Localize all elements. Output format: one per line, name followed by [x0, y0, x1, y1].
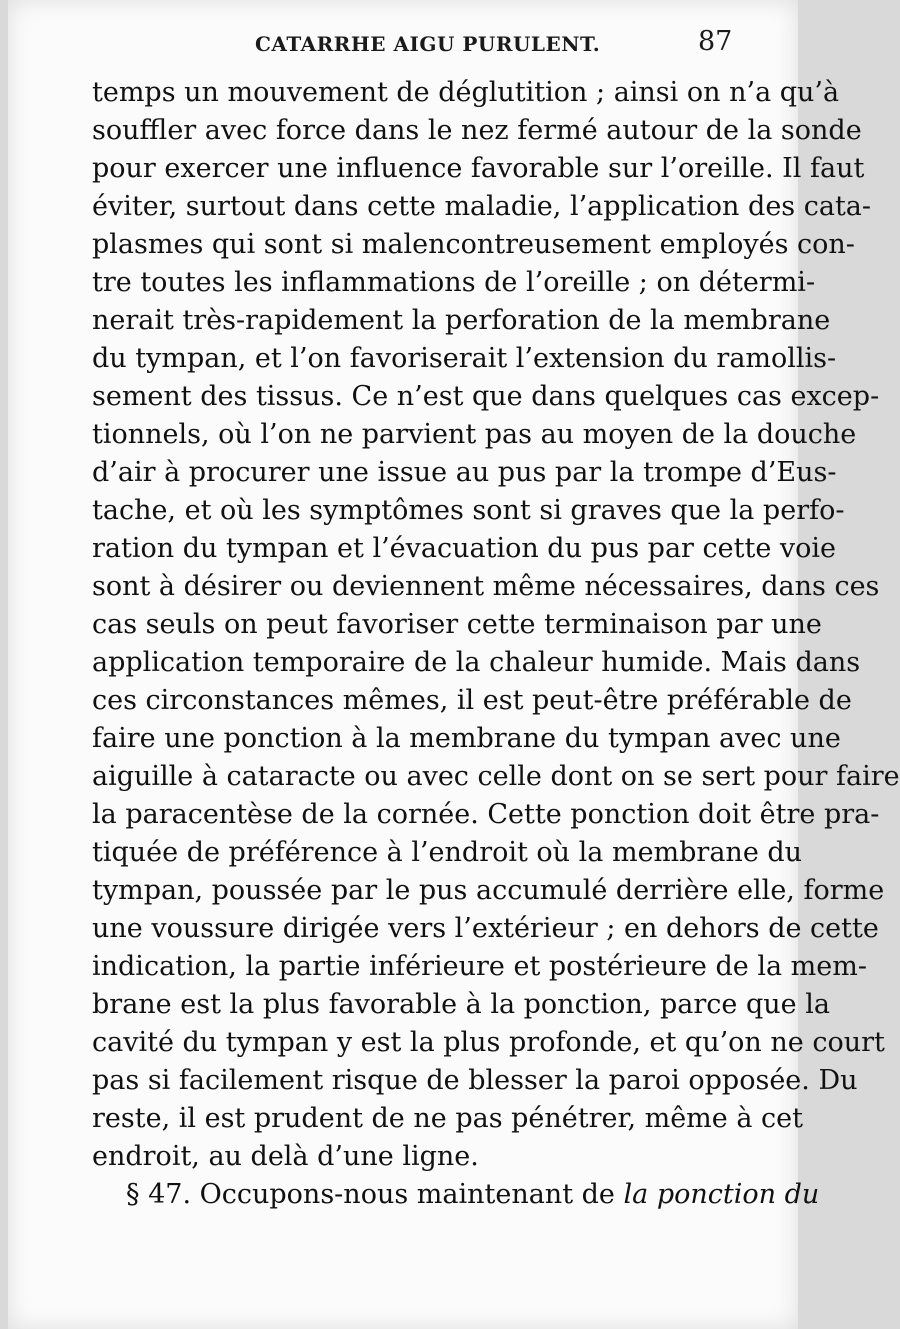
text-line: d’air à procurer une issue au pus par la trompe d’Eus-	[92, 457, 837, 488]
text-line: tre toutes les inflammations de l’oreille ; on détermi-	[92, 267, 816, 298]
text-line: la paracentèse de la cornée. Cette ponction doit être pra-	[92, 799, 880, 830]
text-line: ration du tympan et l’évacuation du pus par cette voie	[92, 533, 837, 564]
text-line: tionnels, où l’on ne parvient pas au moyen de la douche	[92, 419, 857, 450]
text-line: du tympan, et l’on favoriserait l’extension du ramollis-	[92, 343, 837, 374]
text-line: indication, la partie inférieure et postérieure de la mem-	[92, 951, 867, 982]
text-line: aiguille à cataracte ou avec celle dont on se sert pour faire	[92, 761, 900, 792]
text-line: sement des tissus. Ce n’est que dans quelques cas excep-	[92, 381, 880, 412]
section-text: Occupons-nous maintenant de	[199, 1179, 615, 1210]
text-line: pas si facilement risque de blesser la paroi opposée. Du	[92, 1065, 858, 1096]
text-line-section-start	[126, 1176, 820, 1214]
text-line: nerait très-rapidement la perforation de la membrane	[92, 305, 831, 336]
text-line: sont à désirer ou deviennent même nécessaires, dans ces	[92, 571, 880, 602]
text-line: une voussure dirigée vers l’extérieur ; en dehors de cette	[92, 913, 879, 944]
text-line: éviter, surtout dans cette maladie, l’application des cata-	[92, 191, 872, 222]
text-line: tiquée de préférence à l’endroit où la membrane du	[92, 837, 803, 868]
text-line: pour exercer une influence favorable sur l’oreille. Il faut	[92, 153, 865, 184]
text-line: faire une ponction à la membrane du tympan avec une	[92, 723, 841, 754]
text-line-paragraph-end: endroit, au delà d’une ligne.	[92, 1141, 479, 1172]
text-line: cas seuls on peut favoriser cette terminaison par une	[92, 609, 822, 640]
page-header	[0, 26, 800, 62]
section-number: § 47.	[126, 1179, 192, 1210]
text-line: souffler avec force dans le nez fermé autour de la sonde	[92, 115, 862, 146]
text-line: reste, il est prudent de ne pas pénétrer, même à cet	[92, 1103, 803, 1134]
text-line: tympan, poussée par le pus accumulé derrière elle, forme	[92, 875, 885, 906]
section-italic-text: la ponction du	[623, 1179, 820, 1210]
text-line: cavité du tympan y est la plus profonde, et qu’on ne court	[92, 1027, 885, 1058]
text-line: brane est la plus favorable à la ponction, parce que la	[92, 989, 830, 1020]
text-line: plasmes qui sont si malencontreusement employés con-	[92, 229, 855, 260]
running-title: CATARRHE AIGU PURULENT.	[255, 32, 601, 56]
text-line: tache, et où les symptômes sont si graves que la perfo-	[92, 495, 845, 526]
text-line: application temporaire de la chaleur humide. Mais dans	[92, 647, 861, 678]
text-line: temps un mouvement de déglutition ; ainsi on n’a qu’à	[92, 77, 840, 108]
page-number: 87	[698, 26, 733, 57]
text-line: ces circonstances mêmes, il est peut-être préférable de	[92, 685, 852, 716]
